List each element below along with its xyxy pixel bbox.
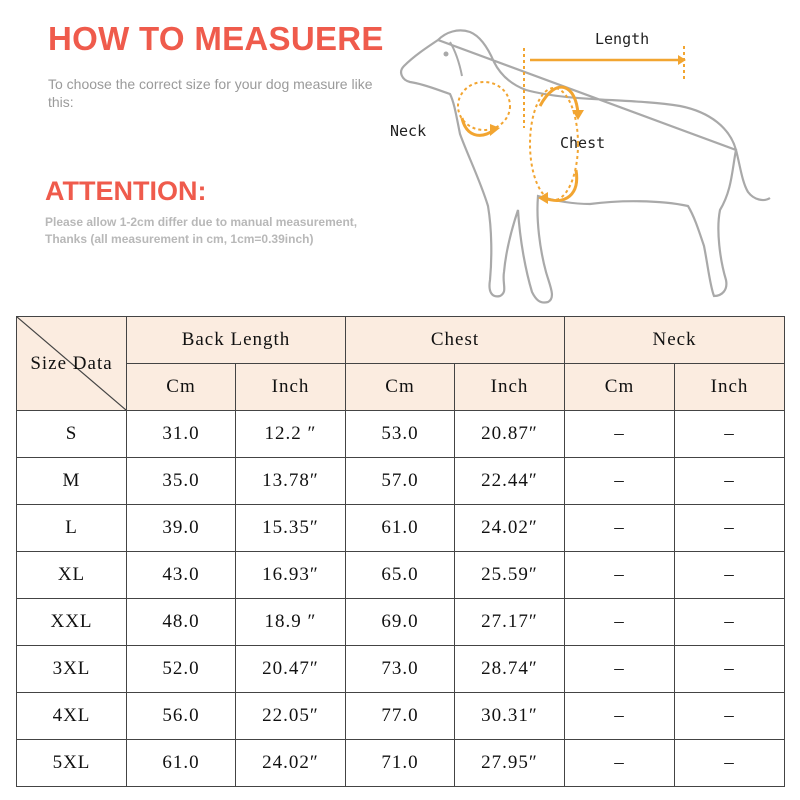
chest-label: Chest	[560, 134, 606, 152]
note-line-2: Thanks (all measurement in cm, 1cm=0.39inch)	[45, 232, 314, 246]
unit-header: Inch	[455, 364, 565, 411]
table-row	[17, 740, 785, 787]
table-cell: 39.0	[127, 505, 236, 552]
dog-eye	[444, 52, 449, 57]
table-row	[17, 552, 785, 599]
page-title: HOW TO MEASUERE	[48, 20, 384, 57]
instructions-text: To choose the correct size for your dog measure like this:	[48, 76, 373, 110]
table-row	[17, 599, 785, 646]
table-cell: 71.0	[346, 740, 455, 787]
table-cell: –	[565, 552, 675, 599]
attention-heading: ATTENTION:	[45, 176, 207, 206]
size-data-corner-cell	[17, 317, 127, 411]
size-cell: S	[17, 411, 127, 458]
table-cell: –	[675, 646, 785, 693]
table-row	[17, 505, 785, 552]
group-back-length: Back Length	[127, 317, 346, 364]
size-cell: L	[17, 505, 127, 552]
group-neck: Neck	[565, 317, 785, 364]
size-cell: M	[17, 458, 127, 505]
table-cell: 16.93″	[236, 552, 346, 599]
unit-header: Cm	[565, 364, 675, 411]
table-cell: –	[565, 411, 675, 458]
chest-arrow-bottom	[544, 170, 577, 200]
table-header-units	[17, 364, 785, 411]
table-cell: 30.31″	[455, 693, 565, 740]
table-cell: 31.0	[127, 411, 236, 458]
table-header-groups	[17, 317, 785, 364]
chest-arrowhead-top	[572, 110, 584, 120]
table-cell: –	[675, 411, 785, 458]
table-cell: 56.0	[127, 693, 236, 740]
table-cell: –	[565, 740, 675, 787]
table-cell: 65.0	[346, 552, 455, 599]
table-cell: 24.02″	[236, 740, 346, 787]
table-cell: 15.35″	[236, 505, 346, 552]
size-cell: XXL	[17, 599, 127, 646]
table-cell: –	[565, 599, 675, 646]
table-cell: 57.0	[346, 458, 455, 505]
table-cell: –	[675, 505, 785, 552]
table-cell: 35.0	[127, 458, 236, 505]
unit-header: Inch	[675, 364, 785, 411]
table-cell: 73.0	[346, 646, 455, 693]
table-cell: 22.05″	[236, 693, 346, 740]
table-cell: 27.17″	[455, 599, 565, 646]
table-cell: 27.95″	[455, 740, 565, 787]
size-cell: 5XL	[17, 740, 127, 787]
table-cell: 22.44″	[455, 458, 565, 505]
table-cell: 25.59″	[455, 552, 565, 599]
table-row	[17, 458, 785, 505]
size-chart-table	[16, 316, 785, 787]
table-cell: –	[565, 505, 675, 552]
table-cell: 12.2 ″	[236, 411, 346, 458]
table-cell: –	[675, 693, 785, 740]
table-cell: 61.0	[346, 505, 455, 552]
table-cell: –	[565, 458, 675, 505]
neck-arrowhead	[490, 124, 500, 136]
unit-header: Cm	[346, 364, 455, 411]
table-cell: 48.0	[127, 599, 236, 646]
size-cell: 4XL	[17, 693, 127, 740]
dog-measurement-diagram	[380, 10, 780, 310]
table-cell: 20.87″	[455, 411, 565, 458]
group-chest: Chest	[346, 317, 565, 364]
table-cell: 13.78″	[236, 458, 346, 505]
table-cell: 43.0	[127, 552, 236, 599]
table-cell: 20.47″	[236, 646, 346, 693]
table-cell: –	[675, 599, 785, 646]
neck-label: Neck	[390, 122, 427, 140]
table-cell: –	[675, 458, 785, 505]
unit-header: Inch	[236, 364, 346, 411]
table-cell: 24.02″	[455, 505, 565, 552]
table-row	[17, 693, 785, 740]
table-row	[17, 646, 785, 693]
size-cell: 3XL	[17, 646, 127, 693]
dog-outline	[401, 30, 770, 302]
table-row	[17, 411, 785, 458]
table-cell: 61.0	[127, 740, 236, 787]
length-arrowhead	[678, 55, 686, 65]
neck-arrow	[462, 118, 494, 135]
size-cell: XL	[17, 552, 127, 599]
note-line-1: Please allow 1-2cm differ due to manual measurement,	[45, 215, 358, 229]
unit-header: Cm	[127, 364, 236, 411]
length-label: Length	[595, 30, 650, 48]
corner-label: Size Data	[30, 352, 113, 374]
table-cell: 53.0	[346, 411, 455, 458]
table-cell: –	[675, 740, 785, 787]
table-cell: 18.9 ″	[236, 599, 346, 646]
measurement-note	[45, 214, 425, 248]
table-cell: –	[565, 646, 675, 693]
table-cell: 28.74″	[455, 646, 565, 693]
neck-loop-dotted	[458, 82, 510, 130]
table-cell: 77.0	[346, 693, 455, 740]
table-cell: –	[565, 693, 675, 740]
table-cell: –	[675, 552, 785, 599]
table-cell: 52.0	[127, 646, 236, 693]
table-cell: 69.0	[346, 599, 455, 646]
